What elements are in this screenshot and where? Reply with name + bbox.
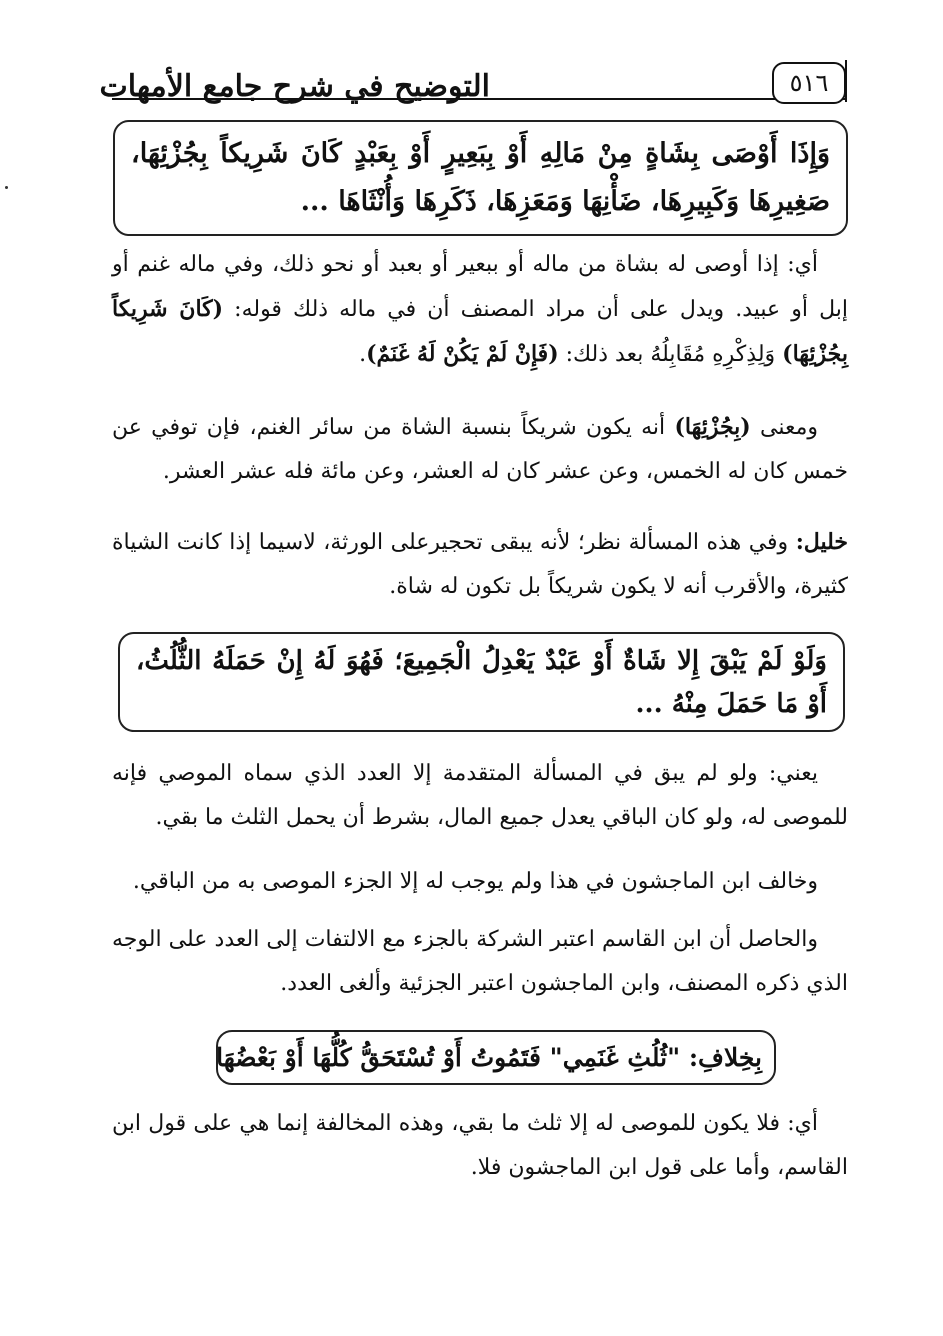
commentary-text: وفي هذه المسألة نظر؛ لأنه يبقى تحجيرعلى الورثة، لاسيما إذا كانت الشياة كثيرة، والأقرب أنه لا يكون شريكاً بل تكون له شاة. bbox=[112, 530, 848, 599]
matn-box-3: بِخِلافِ: "ثُلُثِ غَنَمِي" فَتَمُوتُ أَوْ تُسْتَحَقُّ كُلُّهَا أَوْ بَعْضُهَا bbox=[216, 1030, 776, 1085]
header-rule bbox=[112, 98, 847, 100]
commentary-paragraph-7: أي: فلا يكون للموصى له إلا ثلث ما بقي، وهذه المخالفة إنما هي على قول ابن القاسم، وأما على قول ابن الماجشون فلا. bbox=[112, 1111, 848, 1180]
commentary-paragraph-5: وخالف ابن الماجشون في هذا ولم يوجب له إلا الجزء الموصى به من الباقي. bbox=[132, 869, 818, 894]
commentary-text: أنه يكون شريكاً بنسبة الشاة من سائر الغنم، فإن توفي عن خمس كان له الخمس، وعن عشر كان له العشر، وعن مائة فله عشر العشر. bbox=[112, 415, 848, 484]
matn-box-2: وَلَوْ لَمْ يَبْقَ إِلا شَاةٌ أَوْ عَبْدٌ يَعْدِلُ الْجَمِيعَ؛ فَهُوَ لَهُ إِنْ حَمَلَهُ الثُّلُثُ، أَوْ مَا حَمَلَ مِنْهُ ... bbox=[118, 632, 845, 732]
margin-speck bbox=[5, 186, 8, 189]
matn-quote: (كَانَ شَرِيكاً بِجُزْئِهَا) bbox=[112, 296, 848, 367]
running-header-title: التوضيح في شرح جامع الأمهات bbox=[99, 69, 490, 104]
commentary-text: وَلِذِكْرِهِ مُقَابِلُهُ بعد ذلك: bbox=[558, 342, 783, 367]
commentary-paragraph-6: والحاصل أن ابن القاسم اعتبر الشركة بالجزء مع الالتفات إلى العدد على الوجه الذي ذكره المصنف، وابن الماجشون اعتبر الجزئية وألغى العدد. bbox=[112, 927, 848, 996]
commentary-text: ومعنى bbox=[750, 415, 818, 440]
commentary-paragraph-4: يعني: ولو لم يبق في المسألة المتقدمة إلا العدد الذي سماه الموصي فإنه للموصى له، ولو كان الباقي يعدل جميع المال، بشرط أن يحمل الثلث ما بقي. bbox=[112, 761, 848, 830]
matn-quote: (فَإِنْ لَمْ يَكُنْ لَهُ غَنَمٌ) bbox=[366, 341, 559, 367]
matn-quote: (بِجُزْئِهَا) bbox=[674, 414, 751, 440]
commentary-paragraph-2 bbox=[112, 405, 848, 494]
commentator-name: خليل: bbox=[795, 529, 848, 555]
commentary-text: . bbox=[359, 342, 367, 367]
commentary-paragraph-3 bbox=[112, 520, 848, 609]
commentary-paragraph-1 bbox=[112, 243, 848, 377]
page-number: ٥١٦ bbox=[772, 62, 846, 104]
matn-box-1: وَإِذَا أَوْصَى بِشَاةٍ مِنْ مَالِهِ أَوْ بِبَعِيرٍ أَوْ بِعَبْدٍ كَانَ شَرِيكاً بِجُزْئِهَا، صَغِيرِهَا وَكَبِيرِهَا، ضَأْنِهَا وَمَعَزِهَا، ذَكَرِهَا وَأُنْثَاهَا ... bbox=[113, 120, 848, 236]
commentary-text: أي: إذا أوصى له بشاة من ماله أو ببعير أو بعبد أو نحو ذلك، وفي ماله غنم أو إبل أو عبيد. ويدل على أن مراد المصنف أن في ماله ذلك قوله: bbox=[112, 252, 848, 322]
